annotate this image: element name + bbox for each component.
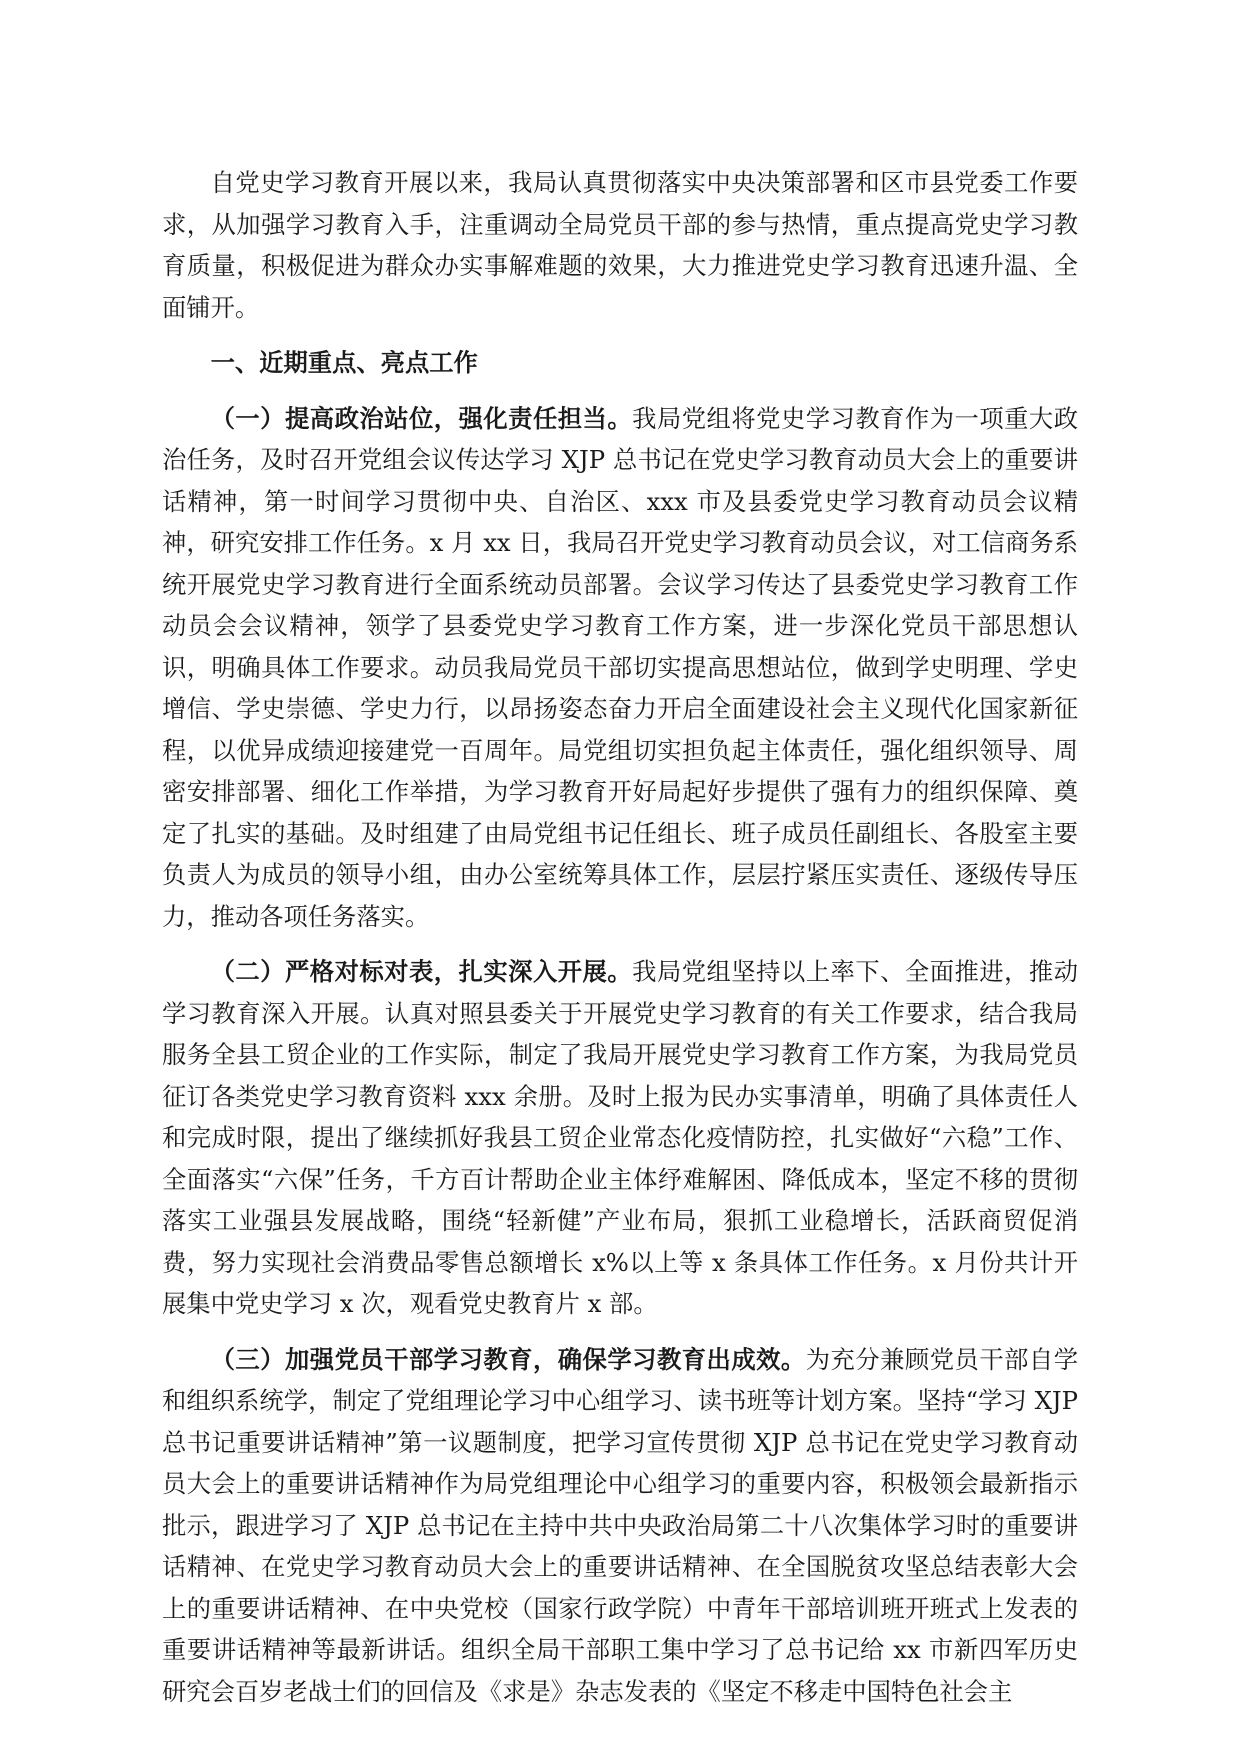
item-body-2: 我局党组坚持以上率下、全面推进，推动学习教育深入开展。认真对照县委关于开展党史学习教育的有关工作要求，结合我局服务全县工贸企业的工作实际，制定了我局开展党史学习教育工作方案，为我局党员征订各类党史学习教育资料 xxx 余册。及时上报为民办实事清单，明确了具体责任人和完成时限，提出了继续抓好我县工贸企业常态化疫情防控，扎实做好“六稳”工作、全面落实“六保”任务，千方百计帮助企业主体纾难解困、降低成本，坚定不移的贯彻落实工业强县发展战略，围绕“轻新健”产业布局，狠抓工业稳增长，活跃商贸促消费，努力实现社会消费品零售总额增长 x%以上等 x 条具体工作任务。x 月份共计开展集中党史学习 x 次，观看党史教育片 x 部。 bbox=[162, 957, 1079, 1318]
item-lead-1: （一）提高政治站位，强化责任担当。 bbox=[210, 403, 633, 433]
item-paragraph-1 bbox=[162, 398, 1078, 938]
item-paragraph-2 bbox=[162, 951, 1078, 1325]
item-body-1: 我局党组将党史学习教育作为一项重大政治任务，及时召开党组会议传达学习 XJP 总书记在党史学习教育动员大会上的重要讲话精神，第一时间学习贯彻中央、自治区、xxx 市及县委党史学习教育动员会议精神，研究安排工作任务。x 月 xx 日，我局召开党史学习教育动员会议，对工信商务系统开展党史学习教育进行全面系统动员部署。会议学习传达了县委党史学习教育工作动员会会议精神，领学了县委党史学习教育工作方案，进一步深化党员干部思想认识，明确具体工作要求。动员我局党员干部切实提高思想站位，做到学史明理、学史增信、学史崇德、学史力行，以昂扬姿态奋力开启全面建设社会主义现代化国家新征程，以优异成绩迎接建党一百周年。局党组切实担负起主体责任，强化组织领导、周密安排部署、细化工作举措，为学习教育开好局起好步提供了强有力的组织保障、奠定了扎实的基础。及时组建了由局党组书记任组长、班子成员任副组长、各股室主要负责人为成员的领导小组，由办公室统筹具体工作，层层拧紧压实责任、逐级传导压力，推动各项任务落实。 bbox=[162, 403, 1079, 931]
item-lead-3: （三）加强党员干部学习教育，确保学习教育出成效。 bbox=[210, 1344, 806, 1374]
item-body-3: 为充分兼顾党员干部自学和组织系统学，制定了党组理论学习中心组学习、读书班等计划方案。坚持“学习 XJP 总书记重要讲话精神”第一议题制度，把学习宣传贯彻 XJP 总书记在党史学习教育动员大会上的重要讲话精神作为局党组理论中心组学习的重要内容，积极领会最新指示批示，跟进学习了 XJP 总书记在主持中共中央政治局第二十八次集体学习时的重要讲话精神、在党史学习教育动员大会上的重要讲话精神、在全国脱贫攻坚总结表彰大会上的重要讲话精神、在中央党校（国家行政学院）中青年干部培训班开班式上发表的重要讲话精神等最新讲话。组织全局干部职工集中学习了总书记给 xx 市新四军历史研究会百岁老战士们的回信及《求是》杂志发表的《坚定不移走中国特色社会主 bbox=[162, 1344, 1079, 1706]
section-heading: 一、近期重点、亮点工作 bbox=[210, 348, 478, 377]
item-lead-2: （二）严格对标对表，扎实深入开展。 bbox=[210, 957, 633, 986]
document-body bbox=[162, 162, 1078, 1726]
item-paragraph-3 bbox=[162, 1339, 1078, 1713]
intro-paragraph: 自党史学习教育开展以来，我局认真贯彻落实中央决策部署和区市县党委工作要求，从加强学习教育入手，注重调动全局党员干部的参与热情，重点提高党史学习教育质量，积极促进为群众办实事解难题的效果，大力推进党史学习教育迅速升温、全面铺开。 bbox=[162, 168, 1078, 322]
